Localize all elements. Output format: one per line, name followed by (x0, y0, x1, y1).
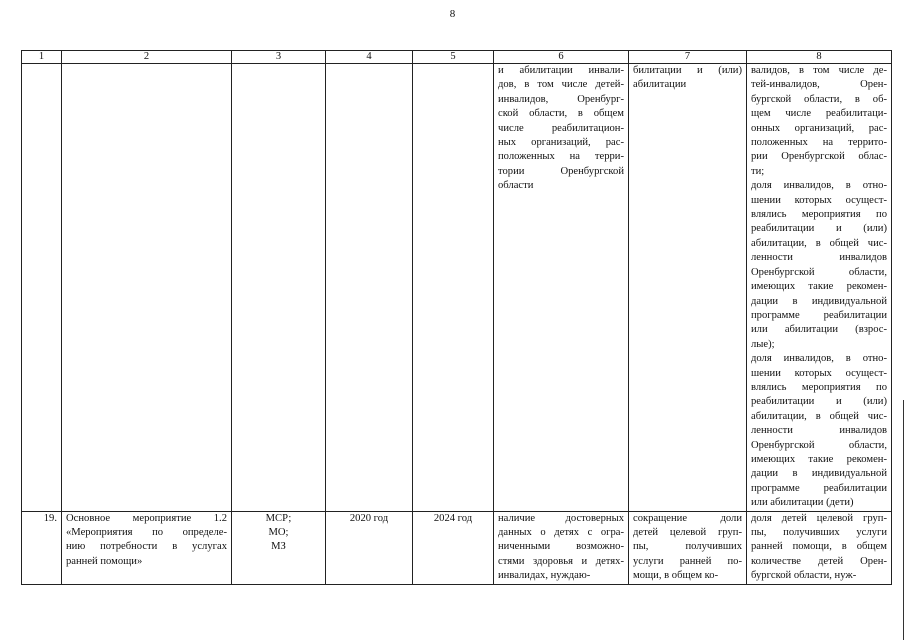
consequence-cell (629, 64, 747, 512)
text-line: Основное мероприятие 1.2 (66, 512, 227, 524)
end-year: 2024 год (413, 511, 494, 584)
column-number-row (22, 51, 892, 64)
text-line: Оренбургской области, (751, 439, 887, 451)
table-row (22, 64, 892, 512)
text-line: абилитации (633, 79, 687, 91)
text-line: количестве детей Орен- (751, 555, 887, 567)
text-line: рии Оренбургской облас- (751, 151, 887, 163)
text-line: программе реабилитации (751, 309, 887, 321)
column-header: 6 (494, 51, 629, 64)
text-line: шении которых осущест- (751, 367, 887, 379)
table-cell (413, 64, 494, 512)
text-line: шении которых осущест- (751, 194, 887, 206)
text-line: дации в индивидуальной (751, 295, 887, 307)
text-line: или абилитации (дети) (751, 497, 854, 509)
start-year: 2020 год (326, 511, 413, 584)
text-line: числе реабилитацион- (498, 122, 624, 134)
consequence-cell (629, 511, 747, 584)
text-line: лые); (751, 338, 775, 350)
text-line: ленности инвалидов (751, 252, 887, 264)
executor-line: МЗ (271, 541, 286, 553)
text-line: ранней помощи, в общем (751, 541, 887, 553)
column-header: 4 (326, 51, 413, 64)
text-line: области (498, 180, 534, 192)
scan-edge-line (903, 400, 904, 640)
text-line: «Мероприятия по определе- (66, 527, 227, 538)
text-line: Оренбургской области, (751, 266, 887, 278)
text-line: тей-инвалидов, Орен- (751, 79, 887, 91)
text-line: стями здоровья и детях- (498, 555, 624, 567)
expected-result-cell (494, 64, 629, 512)
text-line: билитации и (или) (633, 65, 742, 76)
column-header: 2 (62, 51, 232, 64)
text-line: и абилитации инвали- (498, 65, 624, 76)
text-line: инвалидах, нуждаю- (498, 570, 591, 582)
executor-line: МСР; (265, 512, 292, 524)
text-line: доля детей целевой груп- (751, 512, 887, 524)
text-line: ленности инвалидов (751, 425, 887, 437)
text-line: онных организаций, рас- (751, 122, 887, 134)
text-line: щем числе реабилитаци- (751, 108, 887, 120)
measure-title-cell (62, 511, 232, 584)
table-cell (62, 64, 232, 512)
indicator-cell (747, 511, 892, 584)
expected-result-cell (494, 511, 629, 584)
text-line: ниченными возможно- (498, 541, 624, 553)
text-line: бургской области, нуж- (751, 570, 857, 582)
text-line: абилитации, в общей чис- (751, 237, 887, 249)
column-header: 1 (22, 51, 62, 64)
executor-line: МО; (268, 527, 289, 538)
table-cell (22, 64, 62, 512)
row-number: 19. (22, 511, 62, 584)
text-line: ных организаций, рас- (498, 137, 624, 149)
text-line: влялись мероприятия по (751, 209, 887, 221)
text-line: влялись мероприятия по (751, 381, 887, 393)
text-line: дации в индивидуальной (751, 468, 887, 480)
column-header: 7 (629, 51, 747, 64)
table-cell (326, 64, 413, 512)
text-line: валидов, в том числе де- (751, 65, 887, 76)
indicator-cell (747, 64, 892, 512)
text-line: или абилитации (взрос- (751, 324, 887, 336)
column-header: 3 (232, 51, 326, 64)
text-line: доля инвалидов, в отно- (751, 180, 887, 192)
text-line: мощи, в общем ко- (633, 570, 719, 582)
column-header: 5 (413, 51, 494, 64)
program-table (21, 50, 892, 585)
text-line: инвалидов, Оренбург- (498, 93, 624, 105)
text-line: наличие достоверных (498, 512, 624, 524)
text-line: положенных на террито- (751, 137, 887, 149)
text-line: программе реабилитации (751, 482, 887, 494)
text-line: тории Оренбургской (498, 165, 624, 177)
table-row (22, 511, 892, 584)
text-line: доля инвалидов, в отно- (751, 353, 887, 365)
text-line: реабилитации и (или) (751, 396, 887, 408)
table-cell (232, 64, 326, 512)
text-line: ской области, в общем (498, 108, 624, 120)
text-line: детей целевой груп- (633, 527, 742, 538)
executors-cell (232, 511, 326, 584)
text-line: ранней помощи» (66, 555, 143, 567)
column-header: 8 (747, 51, 892, 64)
text-line: пы, получивших (633, 541, 742, 553)
text-line: абилитации, в общей чис- (751, 410, 887, 422)
text-line: дов, в том числе детей- (498, 79, 624, 91)
page-number: 8 (449, 8, 456, 20)
text-line: имеющих такие рекомен- (751, 453, 887, 465)
text-line: нию потребности в услугах (66, 541, 227, 553)
text-line: реабилитации и (или) (751, 223, 887, 235)
text-line: бургской области, в об- (751, 93, 887, 105)
text-line: имеющих такие рекомен- (751, 281, 887, 293)
text-line: пы, получивших услуги (751, 527, 887, 538)
text-line: услуги ранней по- (633, 555, 742, 567)
text-line: сокращение доли (633, 512, 742, 524)
text-line: данных о детях с огра- (498, 527, 624, 538)
text-line: положенных на терри- (498, 151, 624, 163)
text-line: ти; (751, 165, 765, 177)
